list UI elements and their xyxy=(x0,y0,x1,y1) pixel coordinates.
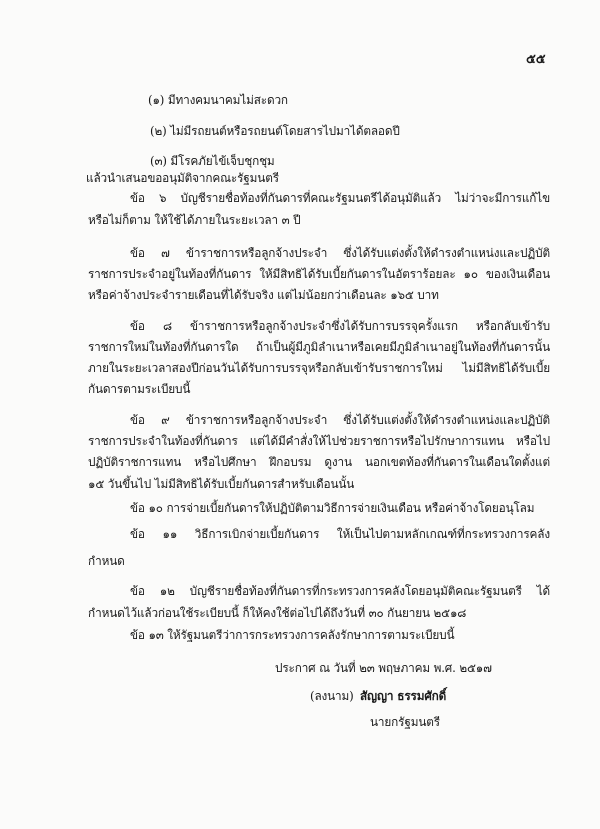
clause-7-line-1: ข้อ ๗ ข้าราชการหรือลูกจ้างประจำ ซึ่งได้รับแต่งตั้งให้ดำรงตำแหน่งและปฏิบัติ xyxy=(130,246,550,260)
clause-10-line: ข้อ ๑๐ การจ่ายเบี้ยกันดารให้ปฏิบัติตามวิธีการจ่ายเงินเดือน หรือค่าจ้างโดยอนุโลม xyxy=(130,501,535,515)
signatory-name: สัญญา ธรรมศักดิ์ xyxy=(360,689,447,703)
intro-line: แล้วนำเสนอขออนุมัติจากคณะรัฐมนตรี xyxy=(86,171,279,185)
clause-9-line-3: ปฏิบัติราชการแทน หรือไปศึกษา ฝึกอบรม ดูงาน นอกเขตท้องที่กันดารในเดือนใดตั้งแต่ xyxy=(88,455,550,469)
clause-7-line-3: หรือค่าจ้างประจำรายเดือนที่ได้รับจริง แต่ไม่น้อยกว่าเดือนละ ๑๖๕ บาท xyxy=(88,288,439,302)
clause-12-line-2: กำหนดไว้แล้วก่อนใช้ระเบียบนี้ ก็ให้คงใช้ต่อไปได้ถึงวันที่ ๓๐ กันยายน ๒๕๑๘ xyxy=(88,606,467,620)
clause-11-line-1: ข้อ ๑๑ วิธีการเบิกจ่ายเบี้ยกันดาร ให้เป็นไปตามหลักเกณฑ์ที่กระทรวงการคลัง xyxy=(130,527,550,541)
clause-13-line: ข้อ ๑๓ ให้รัฐมนตรีว่าการกระทรวงการคลังรักษาการตามระเบียบนี้ xyxy=(130,628,455,642)
clause-6-line-2: หรือไม่ก็ตาม ให้ใช้ได้ภายในระยะเวลา ๓ ปี xyxy=(88,213,301,227)
clause-9-line-1: ข้อ ๙ ข้าราชการหรือลูกจ้างประจำ ซึ่งได้รับแต่งตั้งให้ดำรงตำแหน่งและปฏิบัติ xyxy=(130,413,550,427)
clause-12-line-1: ข้อ ๑๒ บัญชีรายชื่อท้องที่กันดารที่กระทรวงการคลังโดยอนุมัติคณะรัฐมนตรี ได้ xyxy=(130,584,550,598)
clause-7-line-2: ราชการประจำอยู่ในท้องที่กันดาร ให้มีสิทธิได้รับเบี้ยกันดารในอัตราร้อยละ ๑๐ ของเงินเดือน xyxy=(88,267,550,281)
item-2: (๒) ไม่มีรถยนต์หรือรถยนต์โดยสารไปมาได้ตลอดปี xyxy=(150,124,400,138)
signed-label: (ลงนาม) xyxy=(310,689,354,703)
announcement-date: ประกาศ ณ วันที่ ๒๓ พฤษภาคม พ.ศ. ๒๕๑๗ xyxy=(275,661,492,675)
clause-8-line-1: ข้อ ๘ ข้าราชการหรือลูกจ้างประจำซึ่งได้รับการบรรจุครั้งแรก หรือกลับเข้ารับ xyxy=(130,319,550,333)
clause-9-line-2: ราชการประจำในท้องที่กันดาร แต่ได้มีคำสั่งให้ไปช่วยราชการหรือไปรักษาการแทน หรือไป xyxy=(88,434,550,448)
clause-9-line-4: ๑๕ วันขึ้นไป ไม่มีสิทธิได้รับเบี้ยกันดารสำหรับเดือนนั้น xyxy=(88,477,355,491)
clause-8-line-2: ราชการใหม่ในท้องที่กันดารใด ถ้าเป็นผู้มีภูมิลำเนาหรือเคยมีภูมิลำเนาอยู่ในท้องที่กันดารนั้น xyxy=(88,340,550,354)
clause-6-line-1: ข้อ ๖ บัญชีรายชื่อท้องที่กันดารที่คณะรัฐมนตรีได้อนุมัติแล้ว ไม่ว่าจะมีการแก้ไข xyxy=(130,191,550,205)
clause-8-line-3: ภายในระยะเวลาสองปีก่อนวันได้รับการบรรจุหรือกลับเข้ารับราชการใหม่ ไม่มีสิทธิได้รับเบี้ย xyxy=(88,361,550,375)
item-1: (๑) มีทางคมนาคมไม่สะดวก xyxy=(148,93,288,107)
item-3: (๓) มีโรคภัยไข้เจ็บชุกชุม xyxy=(150,154,275,168)
clause-8-line-4: กันดารตามระเบียบนี้ xyxy=(88,382,191,396)
clause-11-line-2: กำหนด xyxy=(88,554,125,568)
signatory-position: นายกรัฐมนตรี xyxy=(370,715,440,729)
page-number: ๕๕ xyxy=(526,52,546,67)
